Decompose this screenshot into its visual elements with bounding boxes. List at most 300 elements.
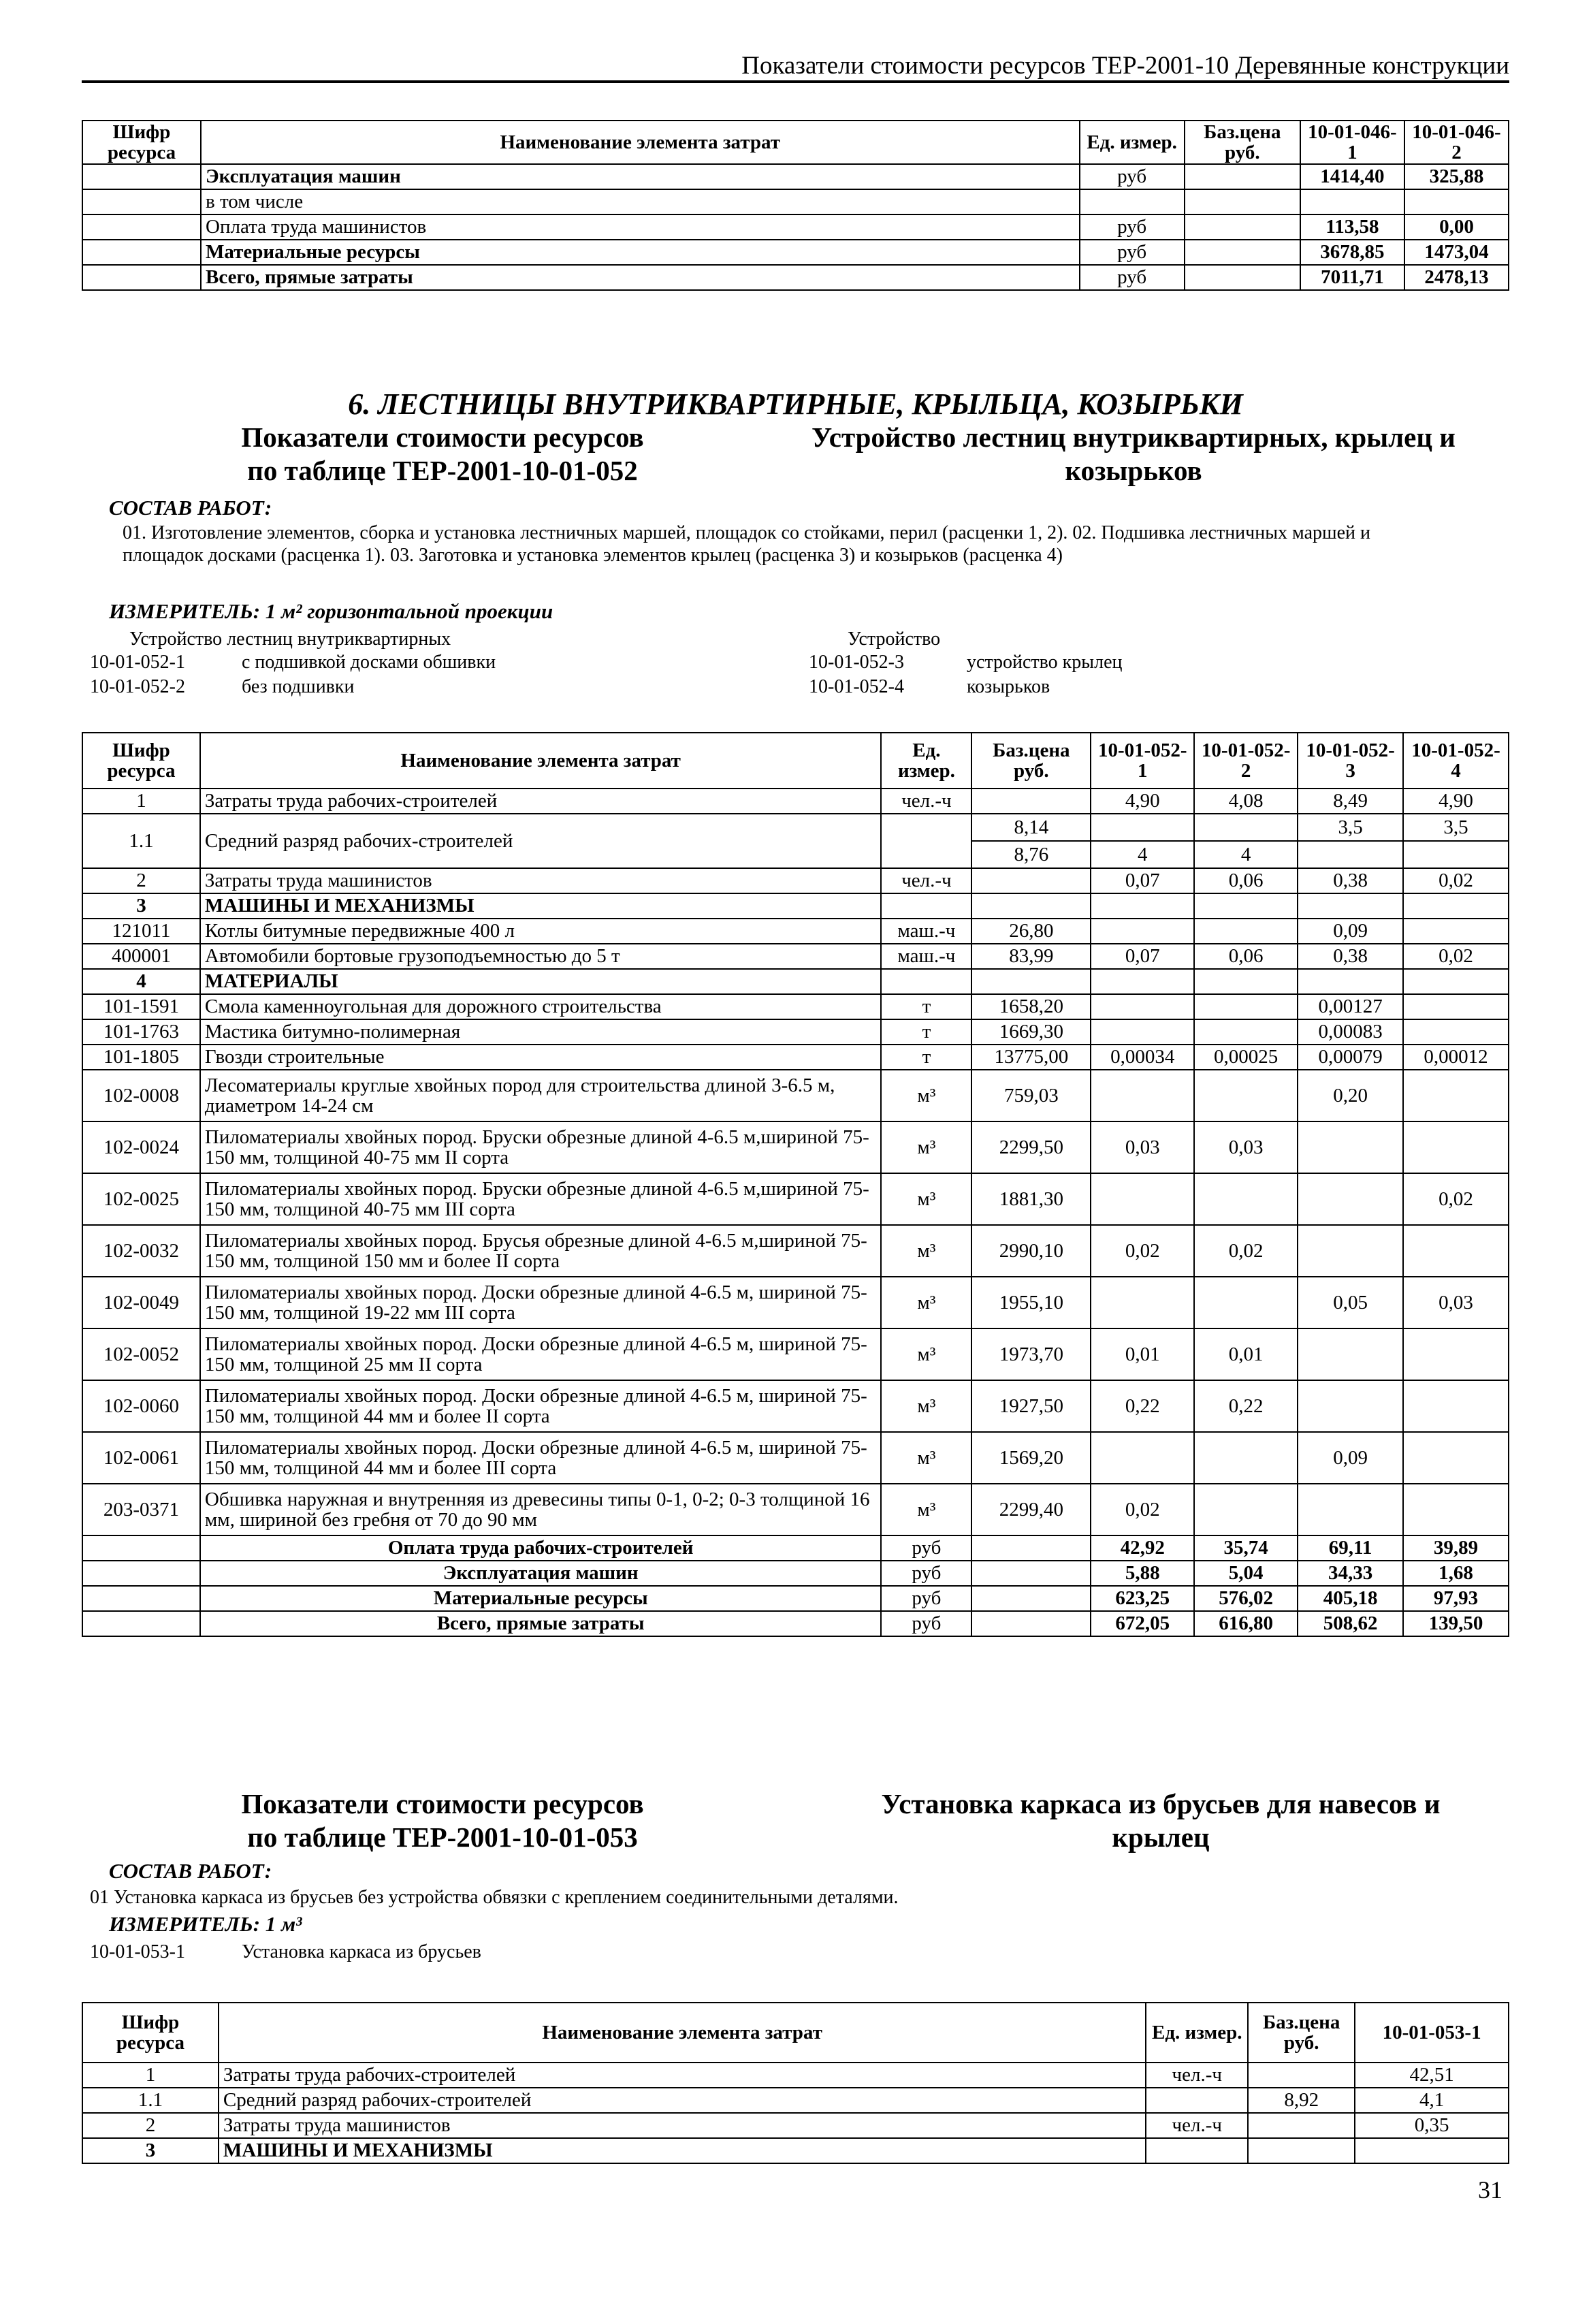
value-cell: 34,33 bbox=[1298, 1561, 1403, 1586]
code-cell: 121011 bbox=[82, 919, 200, 944]
value-cell: 0,03 bbox=[1091, 1121, 1194, 1173]
value-cell bbox=[1403, 1432, 1509, 1484]
code-cell: 3 bbox=[82, 2138, 219, 2163]
item-text: без подшивки bbox=[242, 676, 355, 697]
value-cell: 4,90 bbox=[1403, 789, 1509, 814]
unit-cell: руб bbox=[881, 1535, 971, 1561]
code-cell: 4 bbox=[82, 969, 200, 994]
value-cell bbox=[1403, 1328, 1509, 1380]
table-row bbox=[82, 1432, 1509, 1484]
work-title-line: козырьков bbox=[1065, 455, 1202, 487]
header-cell: Наименование элемента затрат bbox=[219, 2003, 1146, 2063]
table-row bbox=[82, 994, 1509, 1019]
work-title-line: Устройство лестниц внутриквартирных, крылец и bbox=[811, 421, 1456, 453]
code-cell: 102-0024 bbox=[82, 1121, 200, 1173]
value-cell: 0,22 bbox=[1091, 1380, 1194, 1432]
unit-cell: м³ bbox=[881, 1277, 971, 1328]
value-cell: 0,02 bbox=[1091, 1484, 1194, 1535]
value-cell bbox=[1298, 1380, 1403, 1432]
price-cell: 1658,20 bbox=[971, 994, 1091, 1019]
price-cell: 1569,20 bbox=[971, 1432, 1091, 1484]
value-cell: 623,25 bbox=[1091, 1586, 1194, 1611]
unit-cell: чел.-ч bbox=[1146, 2063, 1248, 2088]
value-cell bbox=[1403, 1121, 1509, 1173]
code-cell bbox=[82, 240, 201, 265]
item-text: устройство крылец bbox=[967, 652, 1123, 673]
code-cell: 400001 bbox=[82, 944, 200, 969]
code-cell: 101-1805 bbox=[82, 1045, 200, 1070]
price-cell bbox=[971, 868, 1091, 893]
name-cell: Пиломатериалы хвойных пород. Бруски обрезные длиной 4-6.5 м,шириной 75-150 мм, толщиной 40-75 мм II сорта bbox=[200, 1121, 882, 1173]
item-code: 10-01-052-1 bbox=[90, 652, 185, 673]
code-cell bbox=[82, 1535, 200, 1561]
price-cell bbox=[971, 893, 1091, 919]
price-cell: 2990,10 bbox=[971, 1225, 1091, 1277]
work-title-line: крылец bbox=[1112, 1821, 1210, 1853]
unit-cell bbox=[881, 893, 971, 919]
value-cell bbox=[1403, 1484, 1509, 1535]
table-row bbox=[82, 789, 1509, 814]
price-cell: 8,14 bbox=[971, 814, 1091, 841]
value-cell bbox=[1194, 994, 1298, 1019]
table-row bbox=[82, 189, 1509, 214]
price-cell: 1955,10 bbox=[971, 1277, 1091, 1328]
table-row bbox=[82, 265, 1509, 290]
unit-cell: м³ bbox=[881, 1225, 971, 1277]
value-cell bbox=[1298, 1173, 1403, 1225]
table-row bbox=[82, 2138, 1509, 2163]
table-header-row bbox=[82, 121, 1509, 164]
item-text: козырьков bbox=[967, 676, 1050, 697]
value-cell: 0,03 bbox=[1403, 1277, 1509, 1328]
value-cell bbox=[1091, 919, 1194, 944]
value-cell: 508,62 bbox=[1298, 1611, 1403, 1636]
resource-title bbox=[136, 421, 749, 488]
group-right: Устройство bbox=[848, 628, 941, 650]
price-cell: 759,03 bbox=[971, 1070, 1091, 1121]
name-cell: Всего, прямые затраты bbox=[200, 1611, 882, 1636]
value-cell: 35,74 bbox=[1194, 1535, 1298, 1561]
price-cell: 1669,30 bbox=[971, 1019, 1091, 1045]
table-row bbox=[82, 814, 1509, 841]
value-cell bbox=[1298, 1121, 1403, 1173]
name-cell: МАТЕРИАЛЫ bbox=[200, 969, 882, 994]
header-cell: Наименование элемента затрат bbox=[200, 733, 882, 789]
value-cell: 0,03 bbox=[1194, 1121, 1298, 1173]
value-cell: 0,07 bbox=[1091, 868, 1194, 893]
price-cell bbox=[1185, 214, 1300, 240]
table-row bbox=[82, 1121, 1509, 1173]
value-cell: 405,18 bbox=[1298, 1586, 1403, 1611]
name-cell: Гвозди строительные bbox=[200, 1045, 882, 1070]
name-cell: Средний разряд рабочих-строителей bbox=[200, 814, 882, 868]
name-cell: Оплата труда рабочих-строителей bbox=[200, 1535, 882, 1561]
value-cell bbox=[1404, 189, 1509, 214]
unit-cell: м³ bbox=[881, 1121, 971, 1173]
table-row bbox=[82, 1225, 1509, 1277]
table-row bbox=[82, 1173, 1509, 1225]
code-cell: 102-0060 bbox=[82, 1380, 200, 1432]
unit-cell bbox=[1146, 2088, 1248, 2113]
meter-label: ИЗМЕРИТЕЛЬ: 1 м² горизонтальной проекции bbox=[109, 599, 553, 623]
value-cell bbox=[1194, 919, 1298, 944]
value-cell: 4,08 bbox=[1194, 789, 1298, 814]
unit-cell: маш.-ч bbox=[881, 944, 971, 969]
value-cell bbox=[1298, 1328, 1403, 1380]
table-row bbox=[82, 214, 1509, 240]
value-cell bbox=[1091, 994, 1194, 1019]
value-cell bbox=[1194, 1432, 1298, 1484]
table-row bbox=[82, 2113, 1509, 2138]
header-cell: 10-01-052-1 bbox=[1091, 733, 1194, 789]
value-cell: 0,07 bbox=[1091, 944, 1194, 969]
value-cell: 0,05 bbox=[1298, 1277, 1403, 1328]
value-cell: 8,49 bbox=[1298, 789, 1403, 814]
unit-cell: м³ bbox=[881, 1380, 971, 1432]
unit-cell: руб bbox=[881, 1586, 971, 1611]
value-cell: 0,02 bbox=[1194, 1225, 1298, 1277]
code-cell: 102-0032 bbox=[82, 1225, 200, 1277]
table-046 bbox=[82, 120, 1509, 291]
name-cell: Лесоматериалы круглые хвойных пород для строительства длиной 3-6.5 м, диаметром 14-24 см bbox=[200, 1070, 882, 1121]
price-cell bbox=[1185, 189, 1300, 214]
code-cell bbox=[82, 265, 201, 290]
value-cell bbox=[1403, 969, 1509, 994]
resource-title-line: по таблице ТЕР-2001-10-01-053 bbox=[247, 1821, 638, 1853]
header-cell: Баз.цена руб. bbox=[1248, 2003, 1355, 2063]
value-cell: 0,02 bbox=[1403, 868, 1509, 893]
code-cell: 101-1763 bbox=[82, 1019, 200, 1045]
code-cell: 1 bbox=[82, 789, 200, 814]
value-cell bbox=[1091, 1019, 1194, 1045]
meter-label: ИЗМЕРИТЕЛЬ: 1 м³ bbox=[109, 1912, 302, 1936]
value-cell: 672,05 bbox=[1091, 1611, 1194, 1636]
work-title bbox=[803, 1787, 1518, 1854]
value-cell bbox=[1194, 1173, 1298, 1225]
price-cell bbox=[1248, 2113, 1355, 2138]
price-cell: 1927,50 bbox=[971, 1380, 1091, 1432]
table-row bbox=[82, 1045, 1509, 1070]
item-code: 10-01-053-1 bbox=[90, 1941, 185, 1962]
code-cell bbox=[82, 1561, 200, 1586]
page-number: 31 bbox=[1478, 2176, 1502, 2203]
table-row bbox=[82, 1535, 1509, 1561]
table-052 bbox=[82, 732, 1509, 1637]
value-cell: 0,22 bbox=[1194, 1380, 1298, 1432]
value-cell: 325,88 bbox=[1404, 164, 1509, 189]
code-cell: 101-1591 bbox=[82, 994, 200, 1019]
unit-cell bbox=[1080, 189, 1185, 214]
table-row bbox=[82, 944, 1509, 969]
table-053 bbox=[82, 2002, 1509, 2164]
unit-cell bbox=[881, 814, 971, 868]
value-cell bbox=[1298, 893, 1403, 919]
table-row bbox=[82, 164, 1509, 189]
name-cell: Затраты труда рабочих-строителей bbox=[200, 789, 882, 814]
header-cell: Баз.цена руб. bbox=[1185, 121, 1300, 164]
name-cell: Пиломатериалы хвойных пород. Бруски обрезные длиной 4-6.5 м,шириной 75-150 мм, толщиной 40-75 мм III сорта bbox=[200, 1173, 882, 1225]
name-cell: Эксплуатация машин bbox=[201, 164, 1079, 189]
value-cell: 5,88 bbox=[1091, 1561, 1194, 1586]
unit-cell bbox=[881, 969, 971, 994]
value-cell bbox=[1300, 189, 1404, 214]
value-cell: 113,58 bbox=[1300, 214, 1404, 240]
name-cell: Котлы битумные передвижные 400 л bbox=[200, 919, 882, 944]
price-cell bbox=[1185, 240, 1300, 265]
code-cell: 2 bbox=[82, 868, 200, 893]
table-row bbox=[82, 2088, 1509, 2113]
value-cell: 0,00034 bbox=[1091, 1045, 1194, 1070]
header-cell: 10-01-046-2 bbox=[1404, 121, 1509, 164]
name-cell: Затраты труда машинистов bbox=[200, 868, 882, 893]
code-cell: 102-0049 bbox=[82, 1277, 200, 1328]
code-cell: 102-0052 bbox=[82, 1328, 200, 1380]
value-cell: 0,00025 bbox=[1194, 1045, 1298, 1070]
name-cell: Оплата труда машинистов bbox=[201, 214, 1079, 240]
unit-cell: руб bbox=[1080, 240, 1185, 265]
value-cell bbox=[1091, 1432, 1194, 1484]
price-cell: 1973,70 bbox=[971, 1328, 1091, 1380]
item-code: 10-01-052-3 bbox=[809, 652, 904, 673]
value-cell: 0,38 bbox=[1298, 868, 1403, 893]
value-cell bbox=[1194, 893, 1298, 919]
value-cell bbox=[1194, 1070, 1298, 1121]
unit-cell: чел.-ч bbox=[1146, 2113, 1248, 2138]
name-cell: Эксплуатация машин bbox=[200, 1561, 882, 1586]
item-text: с подшивкой досками обшивки bbox=[242, 652, 496, 673]
code-cell: 1.1 bbox=[82, 814, 200, 868]
code-cell bbox=[82, 189, 201, 214]
code-cell: 1.1 bbox=[82, 2088, 219, 2113]
value-cell bbox=[1403, 919, 1509, 944]
unit-cell: м³ bbox=[881, 1432, 971, 1484]
value-cell: 69,11 bbox=[1298, 1535, 1403, 1561]
unit-cell: т bbox=[881, 1019, 971, 1045]
name-cell: Смола каменноугольная для дорожного строительства bbox=[200, 994, 882, 1019]
unit-cell: чел.-ч bbox=[881, 789, 971, 814]
value-cell: 616,80 bbox=[1194, 1611, 1298, 1636]
price-cell: 8,76 bbox=[971, 841, 1091, 868]
value-cell bbox=[1194, 969, 1298, 994]
unit-cell: руб bbox=[881, 1611, 971, 1636]
value-cell: 0,09 bbox=[1298, 1432, 1403, 1484]
table-row bbox=[82, 1380, 1509, 1432]
works-text: 01. Изготовление элементов, сборка и установка лестничных маршей, площадок со стойками, перил (расценки 1, 2). 02. Подшивка лестничных маршей и площадок досками (расценка 1). 03. Заготовка и установка элементов крылец (расценка 3) и козырьков (расценка 4) bbox=[123, 522, 1370, 567]
works-label: СОСТАВ РАБОТ: bbox=[109, 496, 272, 520]
value-cell: 0,00012 bbox=[1403, 1045, 1509, 1070]
header-cell: Наименование элемента затрат bbox=[201, 121, 1079, 164]
table-row bbox=[82, 969, 1509, 994]
unit-cell: м³ bbox=[881, 1173, 971, 1225]
table-row bbox=[82, 1484, 1509, 1535]
value-cell bbox=[1194, 1277, 1298, 1328]
value-cell: 2478,13 bbox=[1404, 265, 1509, 290]
price-cell bbox=[1248, 2138, 1355, 2163]
value-cell bbox=[1091, 1173, 1194, 1225]
name-cell: Затраты труда машинистов bbox=[219, 2113, 1146, 2138]
value-cell: 42,51 bbox=[1355, 2063, 1509, 2088]
value-cell: 4 bbox=[1194, 841, 1298, 868]
table-row bbox=[82, 1586, 1509, 1611]
resource-title bbox=[136, 1787, 749, 1854]
value-cell: 576,02 bbox=[1194, 1586, 1298, 1611]
unit-cell: т bbox=[881, 994, 971, 1019]
works-label: СОСТАВ РАБОТ: bbox=[109, 1859, 272, 1883]
value-cell bbox=[1403, 994, 1509, 1019]
name-cell: Пиломатериалы хвойных пород. Доски обрезные длиной 4-6.5 м, шириной 75-150 мм, толщиной 44 мм и более II сорта bbox=[200, 1380, 882, 1432]
header-cell: Шифр ресурса bbox=[82, 733, 200, 789]
name-cell: Автомобили бортовые грузоподъемностью до 5 т bbox=[200, 944, 882, 969]
name-cell: МАШИНЫ И МЕХАНИЗМЫ bbox=[200, 893, 882, 919]
page-header: Показатели стоимости ресурсов ТЕР-2001-10 Деревянные конструкции bbox=[741, 52, 1509, 80]
value-cell bbox=[1403, 1225, 1509, 1277]
resource-title-line: Показатели стоимости ресурсов bbox=[241, 1788, 644, 1819]
item-text: Установка каркаса из брусьев bbox=[242, 1941, 481, 1962]
section-title: 6. ЛЕСТНИЦЫ ВНУТРИКВАРТИРНЫЕ, КРЫЛЬЦА, КОЗЫРЬКИ bbox=[348, 387, 1243, 421]
header-cell: Ед. измер. bbox=[881, 733, 971, 789]
unit-cell: м³ bbox=[881, 1484, 971, 1535]
price-cell: 8,92 bbox=[1248, 2088, 1355, 2113]
price-cell bbox=[971, 1561, 1091, 1586]
value-cell: 0,02 bbox=[1091, 1225, 1194, 1277]
table-row bbox=[82, 1328, 1509, 1380]
value-cell bbox=[1298, 969, 1403, 994]
value-cell bbox=[1091, 1277, 1194, 1328]
value-cell bbox=[1298, 1225, 1403, 1277]
table-row bbox=[82, 919, 1509, 944]
value-cell: 0,38 bbox=[1298, 944, 1403, 969]
name-cell: Пиломатериалы хвойных пород. Доски обрезные длиной 4-6.5 м, шириной 75-150 мм, толщиной 44 мм и более III сорта bbox=[200, 1432, 882, 1484]
value-cell: 4,1 bbox=[1355, 2088, 1509, 2113]
header-cell: 10-01-052-4 bbox=[1403, 733, 1509, 789]
table-row bbox=[82, 893, 1509, 919]
item-code: 10-01-052-2 bbox=[90, 676, 185, 697]
header-cell: Ед. измер. bbox=[1080, 121, 1185, 164]
code-cell: 3 bbox=[82, 893, 200, 919]
table-row bbox=[82, 1561, 1509, 1586]
price-cell: 2299,50 bbox=[971, 1121, 1091, 1173]
price-cell bbox=[971, 789, 1091, 814]
price-cell bbox=[971, 1611, 1091, 1636]
price-cell bbox=[971, 969, 1091, 994]
table-row bbox=[82, 1277, 1509, 1328]
name-cell: Материальные ресурсы bbox=[201, 240, 1079, 265]
unit-cell: руб bbox=[881, 1561, 971, 1586]
code-cell bbox=[82, 164, 201, 189]
value-cell: 0,01 bbox=[1091, 1328, 1194, 1380]
value-cell bbox=[1194, 1484, 1298, 1535]
unit-cell: руб bbox=[1080, 214, 1185, 240]
code-cell: 102-0008 bbox=[82, 1070, 200, 1121]
item-code: 10-01-052-4 bbox=[809, 676, 904, 697]
name-cell: Материальные ресурсы bbox=[200, 1586, 882, 1611]
group-left: Устройство лестниц внутриквартирных bbox=[129, 628, 451, 650]
value-cell: 0,02 bbox=[1403, 1173, 1509, 1225]
value-cell: 7011,71 bbox=[1300, 265, 1404, 290]
price-cell: 83,99 bbox=[971, 944, 1091, 969]
table-row bbox=[82, 1019, 1509, 1045]
header-cell: Баз.цена руб. bbox=[971, 733, 1091, 789]
value-cell: 4 bbox=[1091, 841, 1194, 868]
value-cell bbox=[1403, 1380, 1509, 1432]
name-cell: МАШИНЫ И МЕХАНИЗМЫ bbox=[219, 2138, 1146, 2163]
value-cell bbox=[1091, 1070, 1194, 1121]
unit-cell: т bbox=[881, 1045, 971, 1070]
value-cell: 3678,85 bbox=[1300, 240, 1404, 265]
table-header-row bbox=[82, 2003, 1509, 2063]
value-cell: 5,04 bbox=[1194, 1561, 1298, 1586]
unit-cell bbox=[1146, 2138, 1248, 2163]
code-cell: 102-0061 bbox=[82, 1432, 200, 1484]
value-cell bbox=[1403, 1019, 1509, 1045]
code-cell bbox=[82, 1586, 200, 1611]
price-cell bbox=[1185, 164, 1300, 189]
resource-title-line: по таблице ТЕР-2001-10-01-052 bbox=[247, 455, 638, 487]
header-cell: Шифр ресурса bbox=[82, 121, 201, 164]
price-cell: 13775,00 bbox=[971, 1045, 1091, 1070]
price-cell bbox=[1248, 2063, 1355, 2088]
value-cell: 42,92 bbox=[1091, 1535, 1194, 1561]
name-cell: Всего, прямые затраты bbox=[201, 265, 1079, 290]
value-cell: 0,00127 bbox=[1298, 994, 1403, 1019]
table-row bbox=[82, 2063, 1509, 2088]
price-cell: 26,80 bbox=[971, 919, 1091, 944]
name-cell: Средний разряд рабочих-строителей bbox=[219, 2088, 1146, 2113]
code-cell: 1 bbox=[82, 2063, 219, 2088]
name-cell: Пиломатериалы хвойных пород. Доски обрезные длиной 4-6.5 м, шириной 75-150 мм, толщиной 19-22 мм III сорта bbox=[200, 1277, 882, 1328]
unit-cell: м³ bbox=[881, 1070, 971, 1121]
value-cell: 1,68 bbox=[1403, 1561, 1509, 1586]
table-row bbox=[82, 868, 1509, 893]
header-cell: Ед. измер. bbox=[1146, 2003, 1248, 2063]
value-cell: 0,06 bbox=[1194, 944, 1298, 969]
unit-cell: руб bbox=[1080, 164, 1185, 189]
value-cell: 4,90 bbox=[1091, 789, 1194, 814]
name-cell: Пиломатериалы хвойных пород. Доски обрезные длиной 4-6.5 м, шириной 75-150 мм, толщиной 25 мм II сорта bbox=[200, 1328, 882, 1380]
value-cell: 0,06 bbox=[1194, 868, 1298, 893]
price-cell bbox=[1185, 265, 1300, 290]
value-cell: 39,89 bbox=[1403, 1535, 1509, 1561]
value-cell bbox=[1403, 841, 1509, 868]
table-row bbox=[82, 240, 1509, 265]
value-cell bbox=[1403, 1070, 1509, 1121]
value-cell bbox=[1091, 969, 1194, 994]
header-cell: 10-01-053-1 bbox=[1355, 2003, 1509, 2063]
resource-title-line: Показатели стоимости ресурсов bbox=[241, 421, 644, 453]
header-cell: 10-01-052-3 bbox=[1298, 733, 1403, 789]
value-cell: 0,00 bbox=[1404, 214, 1509, 240]
value-cell bbox=[1355, 2138, 1509, 2163]
value-cell: 0,02 bbox=[1403, 944, 1509, 969]
code-cell: 203-0371 bbox=[82, 1484, 200, 1535]
value-cell: 139,50 bbox=[1403, 1611, 1509, 1636]
value-cell: 0,00083 bbox=[1298, 1019, 1403, 1045]
value-cell: 0,09 bbox=[1298, 919, 1403, 944]
price-cell: 1881,30 bbox=[971, 1173, 1091, 1225]
name-cell: в том числе bbox=[201, 189, 1079, 214]
work-title bbox=[762, 421, 1505, 488]
value-cell: 1473,04 bbox=[1404, 240, 1509, 265]
code-cell: 2 bbox=[82, 2113, 219, 2138]
value-cell bbox=[1091, 814, 1194, 841]
table-row bbox=[82, 1070, 1509, 1121]
price-cell bbox=[971, 1586, 1091, 1611]
name-cell: Пиломатериалы хвойных пород. Брусья обрезные длиной 4-6.5 м,шириной 75-150 мм, толщиной 150 мм и более II сорта bbox=[200, 1225, 882, 1277]
value-cell: 0,00079 bbox=[1298, 1045, 1403, 1070]
value-cell: 3,5 bbox=[1403, 814, 1509, 841]
name-cell: Мастика битумно-полимерная bbox=[200, 1019, 882, 1045]
value-cell bbox=[1194, 1019, 1298, 1045]
